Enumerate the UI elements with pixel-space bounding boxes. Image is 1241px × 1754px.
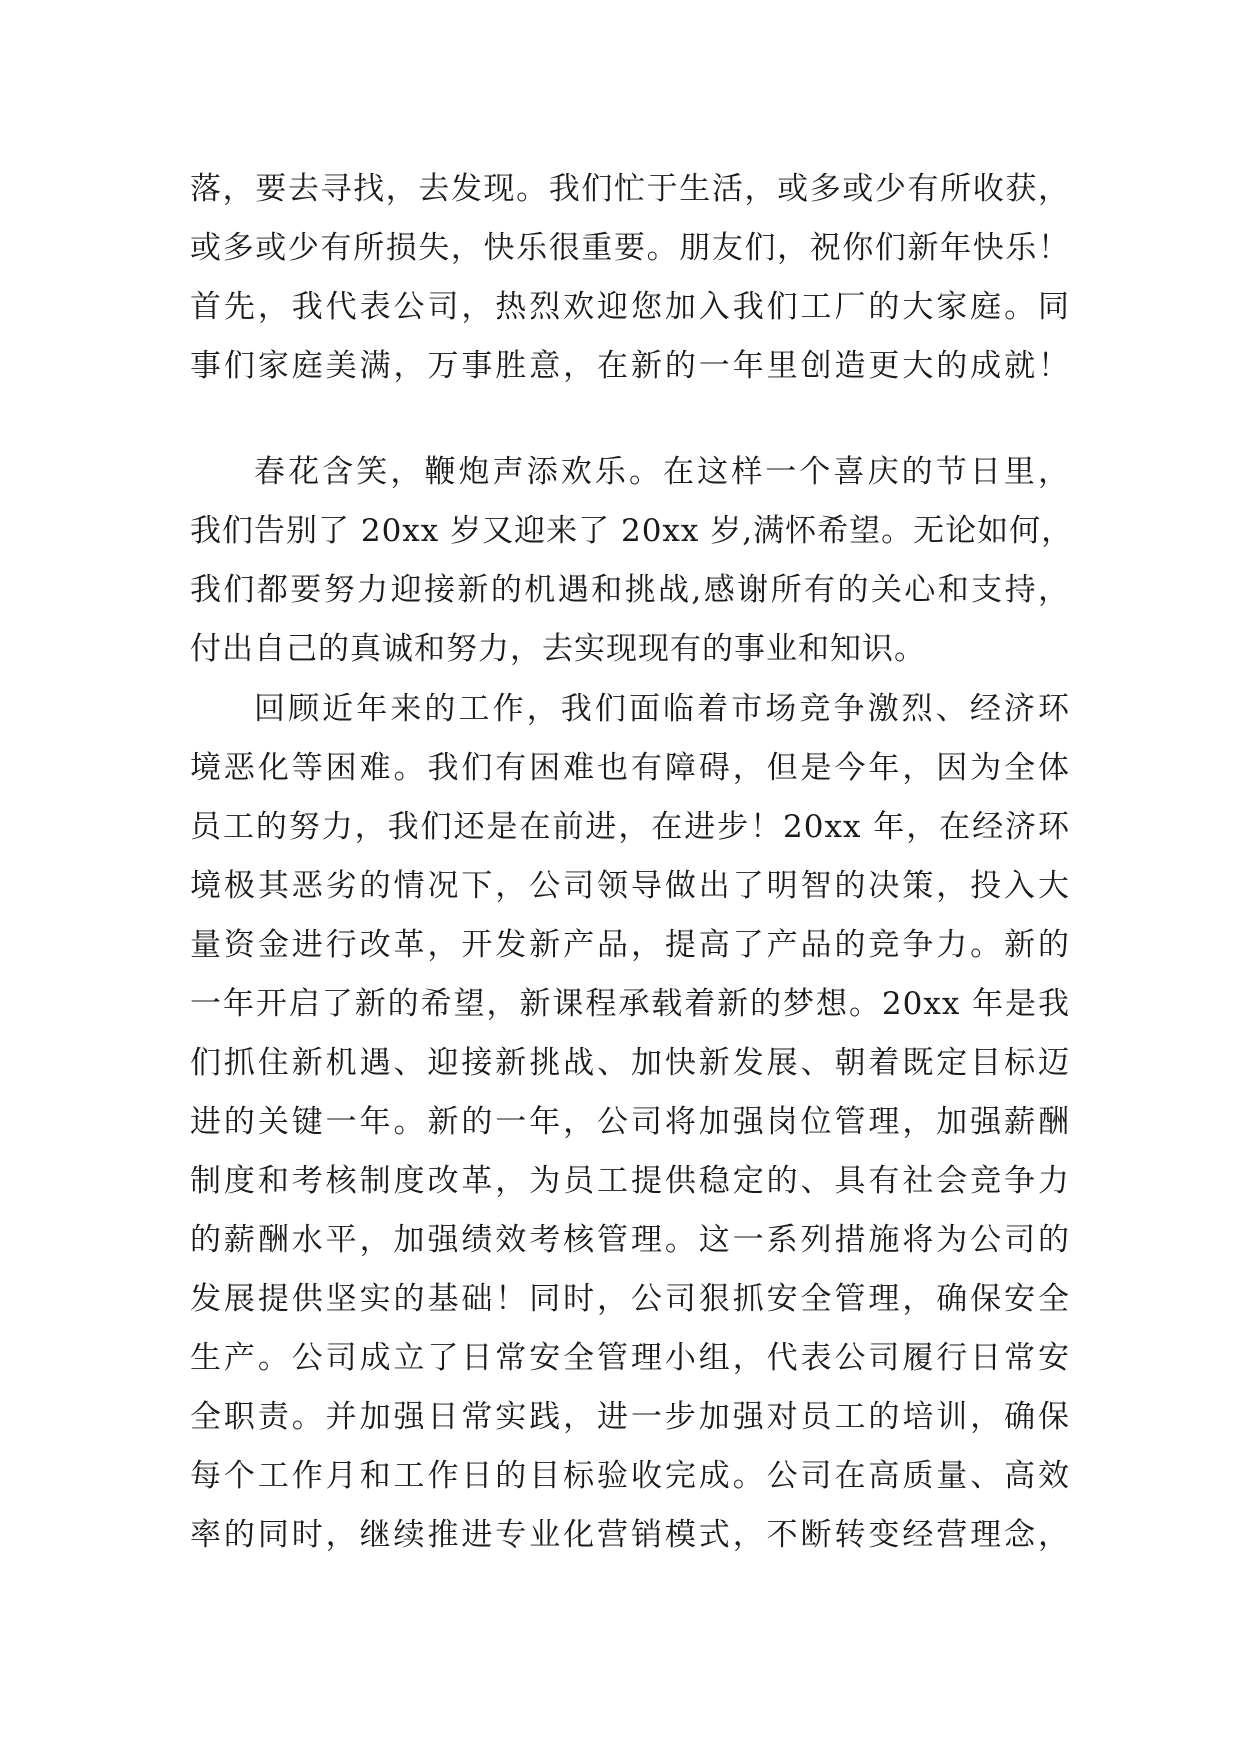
text-line: 我们告别了 20xx 岁又迎来了 20xx 岁,满怀希望。无论如何，	[190, 513, 1074, 549]
paragraph-2	[190, 443, 1074, 679]
text-line: 制度和考核制度改革，为员工提供稳定的、具有社会竞争力	[190, 1163, 1070, 1199]
text-line: 春花含笑，鞭炮声添欢乐。在这样一个喜庆的节日里，	[254, 454, 1070, 490]
text-line: 员工的努力，我们还是在前进，在进步！20xx 年，在经济环	[190, 809, 1070, 845]
text-line: 境恶化等困难。我们有困难也有障碍，但是今年，因为全体	[190, 750, 1070, 786]
text-line: 付出自己的真诚和努力，去实现现有的事业和知识。	[190, 631, 926, 667]
text-line: 的薪酬水平，加强绩效考核管理。这一系列措施将为公司的	[190, 1222, 1070, 1258]
text-line: 我们都要努力迎接新的机遇和挑战,感谢所有的关心和支持，	[190, 572, 1070, 608]
text-line: 一年开启了新的希望，新课程承载着新的梦想。20xx 年是我	[190, 986, 1070, 1022]
text-line: 们抓住新机遇、迎接新挑战、加快新发展、朝着既定目标迈	[190, 1045, 1070, 1081]
text-line: 事们家庭美满，万事胜意，在新的一年里创造更大的成就！	[190, 348, 1070, 384]
text-line: 或多或少有所损失，快乐很重要。朋友们，祝你们新年快乐！	[190, 230, 1070, 266]
text-line: 全职责。并加强日常实践，进一步加强对员工的培训，确保	[190, 1399, 1070, 1435]
text-line: 率的同时，继续推进专业化营销模式，不断转变经营理念，	[190, 1517, 1070, 1553]
text-line: 首先，我代表公司，热烈欢迎您加入我们工厂的大家庭。同	[190, 289, 1070, 325]
text-line: 进的关键一年。新的一年，公司将加强岗位管理，加强薪酬	[190, 1104, 1070, 1140]
text-line: 生产。公司成立了日常安全管理小组，代表公司履行日常安	[190, 1340, 1070, 1376]
text-line: 每个工作月和工作日的目标验收完成。公司在高质量、高效	[190, 1458, 1070, 1494]
text-line: 境极其恶劣的情况下，公司领导做出了明智的决策，投入大	[190, 868, 1070, 904]
paragraph-1	[190, 160, 1070, 396]
text-line: 落，要去寻找，去发现。我们忙于生活，或多或少有所收获，	[190, 171, 1070, 207]
text-line: 发展提供坚实的基础！同时，公司狠抓安全管理，确保安全	[190, 1281, 1070, 1317]
text-line: 回顾近年来的工作，我们面临着市场竞争激烈、经济环	[254, 691, 1070, 727]
paragraph-3	[190, 680, 1070, 1565]
text-line: 量资金进行改革，开发新产品，提高了产品的竞争力。新的	[190, 927, 1070, 963]
